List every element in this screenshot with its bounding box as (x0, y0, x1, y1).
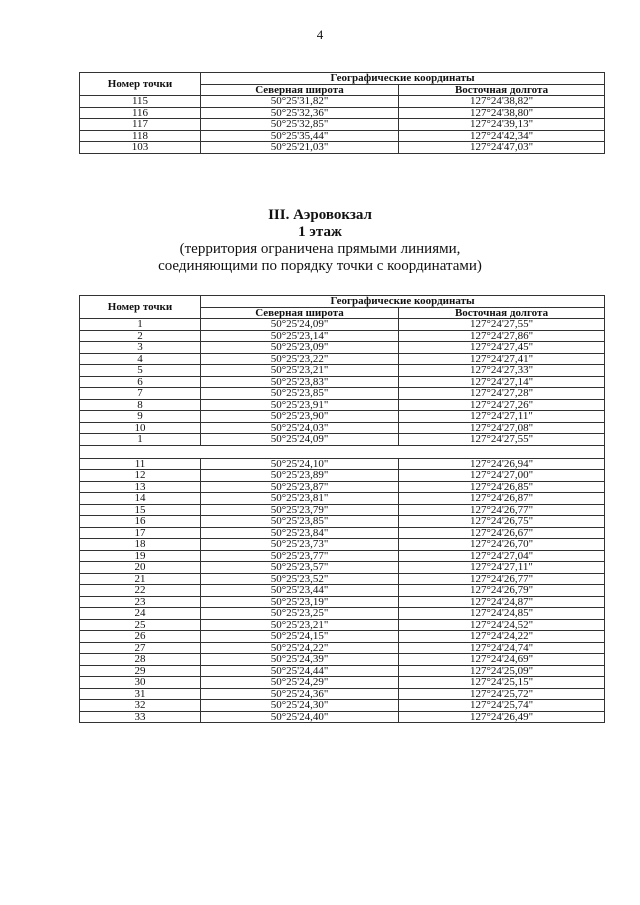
table-row (80, 585, 605, 597)
longitude-cell: 127°24'26,79" (399, 585, 605, 597)
longitude-cell: 127°24'27,55" (399, 319, 605, 331)
table-row (80, 376, 605, 388)
point-number-cell: 24 (80, 608, 201, 620)
longitude-cell: 127°24'24,52" (399, 619, 605, 631)
table-row (80, 422, 605, 434)
section-description-line-2: соединяющими по порядку точки с координатами) (158, 258, 482, 274)
point-number-cell: 19 (80, 550, 201, 562)
table-row (80, 330, 605, 342)
table-row (80, 365, 605, 377)
latitude-cell: 50°25'24,10" (201, 458, 399, 470)
longitude-cell: 127°24'26,77" (399, 504, 605, 516)
latitude-cell: 50°25'23,87" (201, 481, 399, 493)
point-number-cell: 29 (80, 665, 201, 677)
latitude-cell: 50°25'23,79" (201, 504, 399, 516)
table-row (80, 711, 605, 723)
latitude-cell: 50°25'23,85" (201, 516, 399, 528)
longitude-cell: 127°24'24,87" (399, 596, 605, 608)
header-geo-coordinates: Географические координаты (201, 73, 605, 85)
header-geo-coordinates: Географические координаты (201, 296, 605, 308)
table-row (80, 107, 605, 119)
longitude-cell: 127°24'38,80" (399, 107, 605, 119)
point-number-cell: 103 (80, 142, 201, 154)
longitude-cell: 127°24'25,74" (399, 700, 605, 712)
latitude-cell: 50°25'23,19" (201, 596, 399, 608)
table-row (80, 619, 605, 631)
table-separator-row (80, 445, 605, 458)
table-row (80, 527, 605, 539)
point-number-cell: 2 (80, 330, 201, 342)
latitude-cell: 50°25'23,22" (201, 353, 399, 365)
point-number-cell: 30 (80, 677, 201, 689)
latitude-cell: 50°25'24,29" (201, 677, 399, 689)
longitude-cell: 127°24'42,34" (399, 130, 605, 142)
header-point-number: Номер точки (80, 73, 201, 96)
table-row (80, 562, 605, 574)
latitude-cell: 50°25'24,09" (201, 434, 399, 446)
point-number-cell: 116 (80, 107, 201, 119)
latitude-cell: 50°25'23,09" (201, 342, 399, 354)
point-number-cell: 28 (80, 654, 201, 666)
longitude-cell: 127°24'26,70" (399, 539, 605, 551)
longitude-cell: 127°24'27,28" (399, 388, 605, 400)
latitude-cell: 50°25'24,15" (201, 631, 399, 643)
table-row (80, 388, 605, 400)
point-number-cell: 13 (80, 481, 201, 493)
latitude-cell: 50°25'24,03" (201, 422, 399, 434)
longitude-cell: 127°24'27,11" (399, 562, 605, 574)
table-row (80, 319, 605, 331)
latitude-cell: 50°25'32,85" (201, 119, 399, 131)
latitude-cell: 50°25'23,25" (201, 608, 399, 620)
longitude-cell: 127°24'24,22" (399, 631, 605, 643)
longitude-cell: 127°24'27,11" (399, 411, 605, 423)
latitude-cell: 50°25'24,30" (201, 700, 399, 712)
table-row (80, 700, 605, 712)
point-number-cell: 17 (80, 527, 201, 539)
separator-cell (80, 445, 605, 458)
table-row (80, 631, 605, 643)
latitude-cell: 50°25'23,81" (201, 493, 399, 505)
point-number-cell: 26 (80, 631, 201, 643)
point-number-cell: 23 (80, 596, 201, 608)
coordinates-table-1 (79, 72, 605, 154)
point-number-cell: 33 (80, 711, 201, 723)
point-number-cell: 12 (80, 470, 201, 482)
table-row (80, 130, 605, 142)
table-row (80, 342, 605, 354)
longitude-cell: 127°24'27,04" (399, 550, 605, 562)
point-number-cell: 8 (80, 399, 201, 411)
latitude-cell: 50°25'24,22" (201, 642, 399, 654)
latitude-cell: 50°25'24,44" (201, 665, 399, 677)
table-row (80, 481, 605, 493)
point-number-cell: 11 (80, 458, 201, 470)
longitude-cell: 127°24'26,85" (399, 481, 605, 493)
longitude-cell: 127°24'47,03" (399, 142, 605, 154)
longitude-cell: 127°24'27,08" (399, 422, 605, 434)
table-row (80, 539, 605, 551)
table-row (80, 493, 605, 505)
longitude-cell: 127°24'27,45" (399, 342, 605, 354)
point-number-cell: 16 (80, 516, 201, 528)
longitude-cell: 127°24'24,69" (399, 654, 605, 666)
table-row (80, 677, 605, 689)
table-row (80, 119, 605, 131)
table-row (80, 399, 605, 411)
latitude-cell: 50°25'23,89" (201, 470, 399, 482)
section-floor: 1 этаж (298, 224, 342, 240)
latitude-cell: 50°25'24,09" (201, 319, 399, 331)
longitude-cell: 127°24'26,67" (399, 527, 605, 539)
point-number-cell: 25 (80, 619, 201, 631)
longitude-cell: 127°24'26,49" (399, 711, 605, 723)
longitude-cell: 127°24'27,86" (399, 330, 605, 342)
point-number-cell: 1 (80, 434, 201, 446)
longitude-cell: 127°24'27,26" (399, 399, 605, 411)
table-row (80, 665, 605, 677)
longitude-cell: 127°24'24,74" (399, 642, 605, 654)
section-description-line-1: (территория ограничена прямыми линиями, (179, 241, 461, 257)
point-number-cell: 115 (80, 96, 201, 108)
latitude-cell: 50°25'23,14" (201, 330, 399, 342)
latitude-cell: 50°25'23,21" (201, 619, 399, 631)
point-number-cell: 15 (80, 504, 201, 516)
latitude-cell: 50°25'23,84" (201, 527, 399, 539)
table-row (80, 608, 605, 620)
longitude-cell: 127°24'38,82" (399, 96, 605, 108)
longitude-cell: 127°24'25,15" (399, 677, 605, 689)
header-east-longitude: Восточная долгота (399, 307, 605, 319)
header-north-latitude: Северная широта (201, 307, 399, 319)
point-number-cell: 5 (80, 365, 201, 377)
longitude-cell: 127°24'27,33" (399, 365, 605, 377)
latitude-cell: 50°25'35,44" (201, 130, 399, 142)
latitude-cell: 50°25'23,77" (201, 550, 399, 562)
point-number-cell: 118 (80, 130, 201, 142)
point-number-cell: 4 (80, 353, 201, 365)
latitude-cell: 50°25'23,83" (201, 376, 399, 388)
table-2-body (80, 319, 605, 723)
longitude-cell: 127°24'27,14" (399, 376, 605, 388)
latitude-cell: 50°25'23,90" (201, 411, 399, 423)
latitude-cell: 50°25'24,36" (201, 688, 399, 700)
latitude-cell: 50°25'23,57" (201, 562, 399, 574)
header-east-longitude: Восточная долгота (399, 84, 605, 96)
latitude-cell: 50°25'23,91" (201, 399, 399, 411)
point-number-cell: 6 (80, 376, 201, 388)
longitude-cell: 127°24'25,72" (399, 688, 605, 700)
longitude-cell: 127°24'24,85" (399, 608, 605, 620)
table-row (80, 573, 605, 585)
table-1-body (80, 96, 605, 154)
table-row (80, 688, 605, 700)
table-row (80, 142, 605, 154)
longitude-cell: 127°24'26,94" (399, 458, 605, 470)
table-row (80, 596, 605, 608)
longitude-cell: 127°24'39,13" (399, 119, 605, 131)
table-row (80, 516, 605, 528)
point-number-cell: 10 (80, 422, 201, 434)
longitude-cell: 127°24'27,41" (399, 353, 605, 365)
latitude-cell: 50°25'23,21" (201, 365, 399, 377)
section-heading (0, 207, 640, 275)
point-number-cell: 1 (80, 319, 201, 331)
header-north-latitude: Северная широта (201, 84, 399, 96)
latitude-cell: 50°25'21,03" (201, 142, 399, 154)
longitude-cell: 127°24'26,87" (399, 493, 605, 505)
table-row (80, 504, 605, 516)
table-row (80, 96, 605, 108)
point-number-cell: 117 (80, 119, 201, 131)
point-number-cell: 31 (80, 688, 201, 700)
coordinates-table-2 (79, 295, 605, 723)
longitude-cell: 127°24'26,77" (399, 573, 605, 585)
table-row (80, 411, 605, 423)
table-row (80, 470, 605, 482)
point-number-cell: 22 (80, 585, 201, 597)
table-row (80, 654, 605, 666)
point-number-cell: 32 (80, 700, 201, 712)
point-number-cell: 7 (80, 388, 201, 400)
page-number: 4 (316, 27, 324, 42)
longitude-cell: 127°24'27,55" (399, 434, 605, 446)
latitude-cell: 50°25'23,44" (201, 585, 399, 597)
latitude-cell: 50°25'23,52" (201, 573, 399, 585)
point-number-cell: 18 (80, 539, 201, 551)
latitude-cell: 50°25'32,36" (201, 107, 399, 119)
table-row (80, 353, 605, 365)
section-title: III. Аэровокзал (268, 207, 372, 223)
point-number-cell: 3 (80, 342, 201, 354)
latitude-cell: 50°25'23,85" (201, 388, 399, 400)
table-row (80, 642, 605, 654)
longitude-cell: 127°24'27,00" (399, 470, 605, 482)
point-number-cell: 9 (80, 411, 201, 423)
latitude-cell: 50°25'23,73" (201, 539, 399, 551)
table-row (80, 434, 605, 446)
latitude-cell: 50°25'24,40" (201, 711, 399, 723)
table-row (80, 458, 605, 470)
longitude-cell: 127°24'26,75" (399, 516, 605, 528)
latitude-cell: 50°25'24,39" (201, 654, 399, 666)
table-row (80, 550, 605, 562)
header-point-number: Номер точки (80, 296, 201, 319)
latitude-cell: 50°25'31,82" (201, 96, 399, 108)
point-number-cell: 21 (80, 573, 201, 585)
longitude-cell: 127°24'25,09" (399, 665, 605, 677)
point-number-cell: 14 (80, 493, 201, 505)
point-number-cell: 27 (80, 642, 201, 654)
point-number-cell: 20 (80, 562, 201, 574)
